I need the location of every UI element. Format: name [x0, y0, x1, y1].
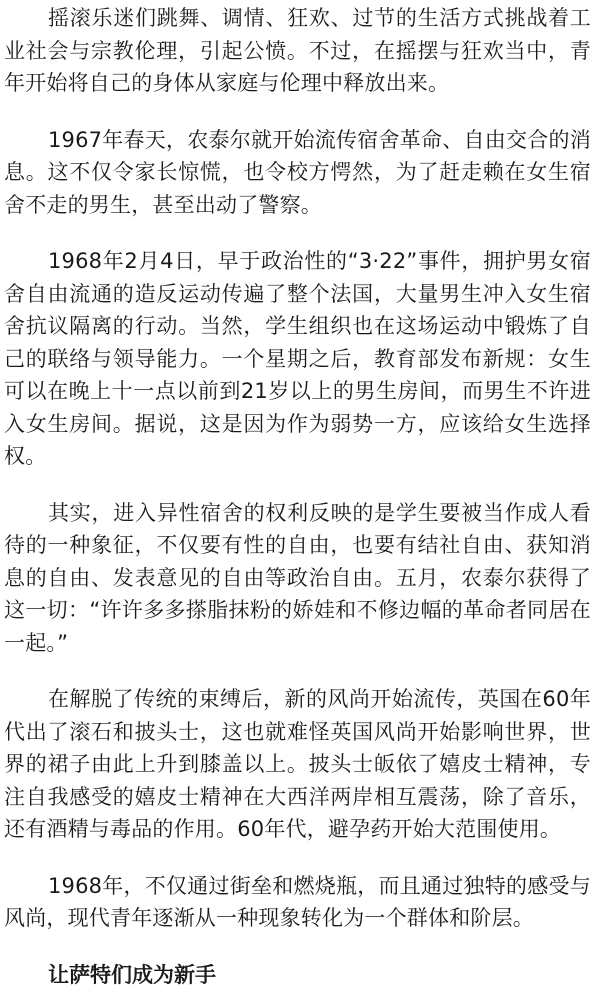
paragraph-5: 在解脱了传统的束缚后，新的风尚开始流传，英国在60年代出了滚石和披头士，这也就难怪英国风尚开始影响世界，世界的裙子由此上升到膝盖以上。披头士皈依了嬉皮士精神，专注自我感受的嬉皮士精神在大西洋两岸相互震荡，除了音乐，还有酒精与毒品的作用。60年代，避孕药开始大范围使用。 [4, 683, 591, 846]
paragraph-4: 其实，进入异性宿舍的权利反映的是学生要被当作成人看待的一种象征，不仅要有性的自由，也要有结社自由、获知消息的自由、发表意见的自由等政治自由。五月，农泰尔获得了这一切：“许许多多搽脂抹粉的娇娃和不修边幅的革命者同居在一起。” [4, 497, 591, 660]
paragraph-6: 1968年，不仅通过街垒和燃烧瓶，而且通过独特的感受与风尚，现代青年逐渐从一种现象转化为一个群体和阶层。 [4, 870, 591, 935]
paragraph-2: 1967年春天，农泰尔就开始流传宿舍革命、自由交合的消息。这不仅令家长惊慌，也令校方愕然，为了赶走赖在女生宿舍不走的男生，甚至出动了警察。 [4, 124, 591, 222]
paragraph-3: 1968年2月4日，早于政治性的“3·22”事件，拥护男女宿舍自由流通的造反运动传遍了整个法国，大量男生冲入女生宿舍抗议隔离的行动。当然，学生组织也在这场运动中锻炼了自己的联络与领导能力。一个星期之后，教育部发布新规：女生可以在晚上十一点以前到21岁以上的男生房间，而男生不许进入女生房间。据说，这是因为作为弱势一方，应该给女生选择权。 [4, 245, 591, 473]
section-heading: 让萨特们成为新手 [4, 959, 591, 991]
paragraph-1: 摇滚乐迷们跳舞、调情、狂欢、过节的生活方式挑战着工业社会与宗教伦理，引起公愤。不过，在摇摆与狂欢当中，青年开始将自己的身体从家庭与伦理中释放出来。 [4, 2, 591, 100]
